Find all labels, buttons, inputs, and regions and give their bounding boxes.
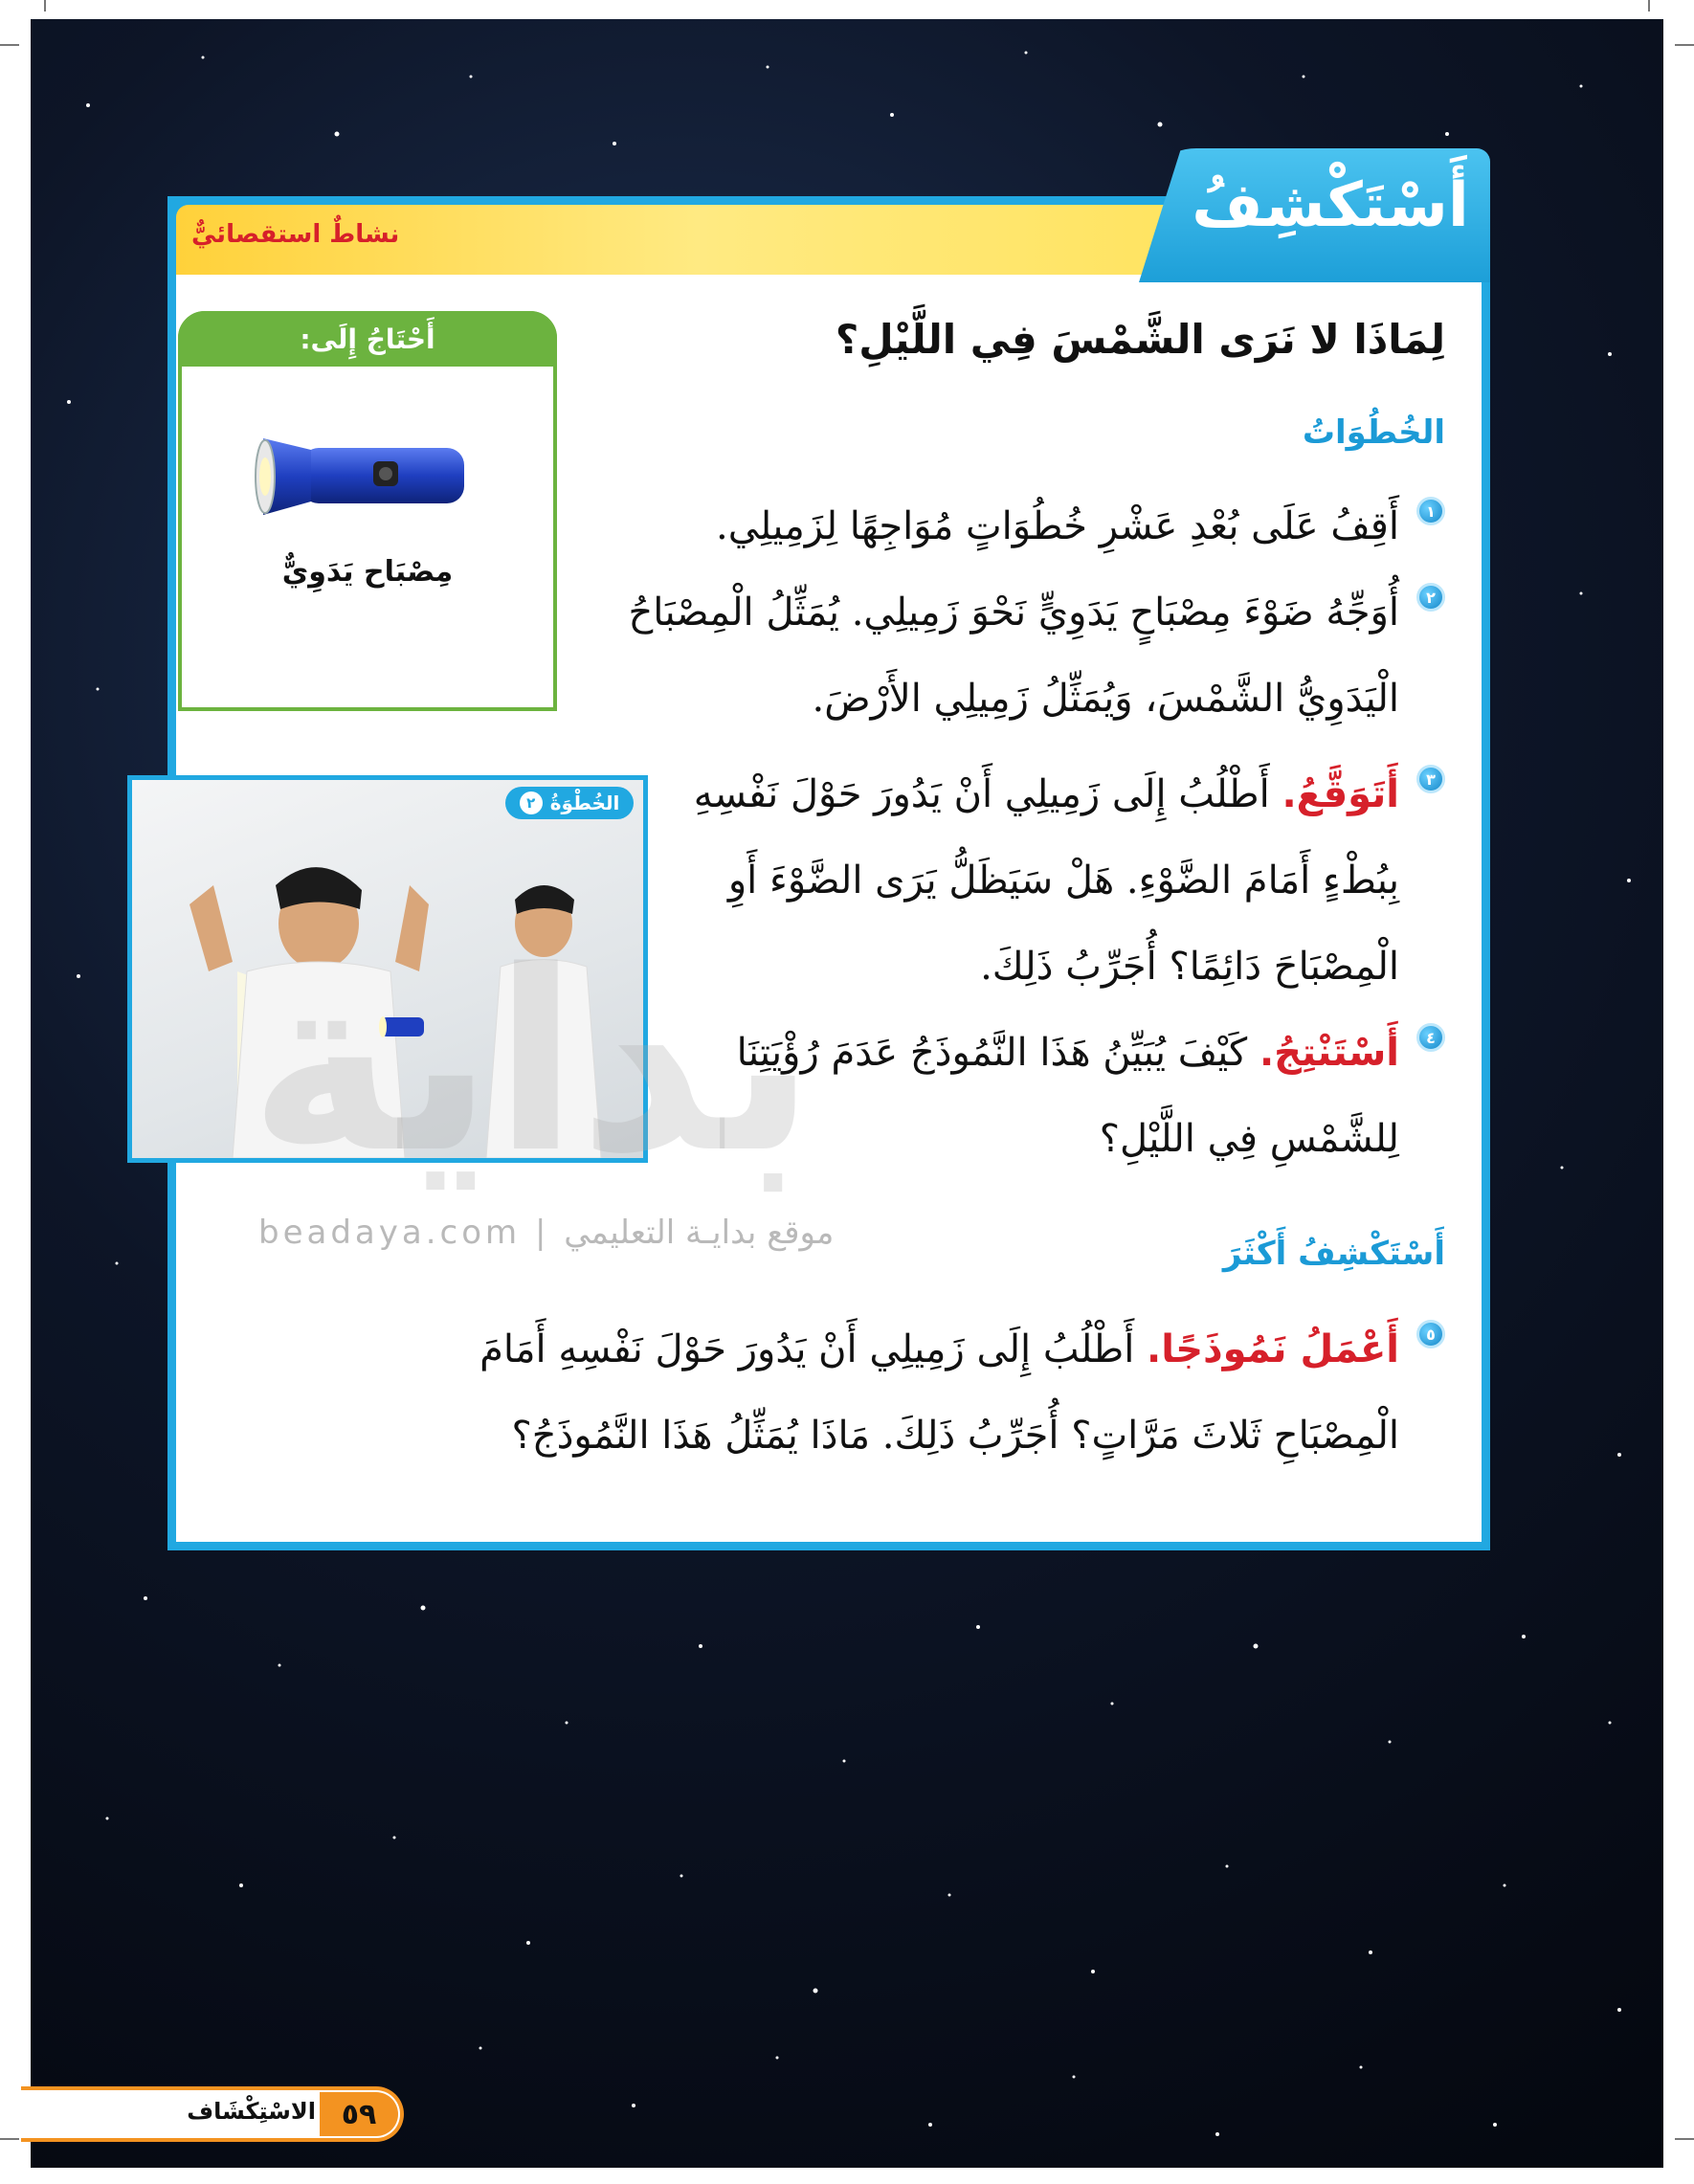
step-number: ٥ [1416,1320,1445,1348]
step-text: أَطْلُبُ إِلَى زَمِيلِي أَنْ يَدُورَ حَوْلَ نَفْسِهِ بِبُطْءٍ أَمَامَ الضَّوْءِ. هَلْ سَيَظَلُّ يَرَى الضَّوْءَ أَوِ الْمِصْبَاحَ دَائِمًا؟ أُجَرِّبُ ذَلِكَ. [693,772,1399,989]
step-5 [364,1306,1445,1479]
explore-more-heading: أَسْتَكْشِفُ أَكْثَرَ [1222,1235,1445,1273]
crop-mark [0,2138,19,2140]
crop-mark [44,0,46,11]
watermark-logo: بداية [249,919,816,1208]
step-text: أَقِفُ عَلَى بُعْدِ عَشْرِ خُطُوَاتٍ مُوَاجِهًا لِزَمِيلِي. [715,504,1399,548]
step-text: أُوَجِّهُ ضَوْءَ مِصْبَاحٍ يَدَوِيٍّ نَحْوَ زَمِيلِي. يُمَثِّلُ الْمِصْبَاحُ الْيَدَوِيُّ الشَّمْسَ، وَيُمَثِّلُ زَمِيلِي الأَرْضَ. [628,591,1399,721]
page-number: ٥٩ [320,2092,398,2136]
step-keyword: أَعْمَلُ نَمُوذَجًا. [1147,1327,1399,1371]
step-1 [574,483,1445,569]
activity-type-label: نشاطٌ استقصائيٌّ [191,220,400,249]
flashlight-icon [254,431,474,526]
step-number: ٣ [1416,765,1445,793]
step-text: كَيْفَ يُبَيِّنُ هَذَا النَّمُوذَجُ عَدَمَ رُؤْيَتِنَا لِلشَّمْسِ فِي اللَّيْلِ؟ [736,1031,1399,1161]
crop-mark [0,44,19,46]
photo-step-label: الخُطْوَةُ [549,791,620,814]
materials-heading: أَحْتَاجُ إِلَى: [178,311,557,367]
photo-step-badge [505,787,634,819]
step-keyword: أَتَوَقَّعُ. [1282,772,1399,816]
photo-step-number: ٢ [520,791,543,814]
step-text: أَطْلُبُ إِلَى زَمِيلِي أَنْ يَدُورَ حَوْلَ نَفْسِهِ أَمَامَ الْمِصْبَاحِ ثَلاثَ مَرَّاتٍ؟ أُجَرِّبُ ذَلِكَ. مَاذَا يُمَثِّلُ هَذَا النَّمُوذَجُ؟ [479,1327,1399,1458]
section-title: أَسْتَكْشِفُ [1192,170,1469,241]
materials-item-flashlight: مِصْبَاح يَدَوِيٌّ [281,555,454,589]
step-keyword: أَسْتَنْتِجُ. [1259,1031,1399,1075]
investigation-question: لِمَاذَا لا نَرَى الشَّمْسَ فِي اللَّيْلِ؟ [835,316,1445,363]
step-number: ٤ [1416,1023,1445,1052]
crop-mark [1675,44,1694,46]
step-number: ١ [1416,497,1445,525]
step-2 [574,569,1445,742]
crop-mark [1648,0,1650,11]
watermark-text: beadaya.com | موقع بدايـة التعليمي [258,1214,835,1252]
crop-mark [1675,2138,1694,2140]
steps-heading: الخُطُوَاتُ [1302,413,1445,452]
step-number: ٢ [1416,583,1445,612]
chapter-label: الاسْتِكْشَاف [187,2098,316,2125]
